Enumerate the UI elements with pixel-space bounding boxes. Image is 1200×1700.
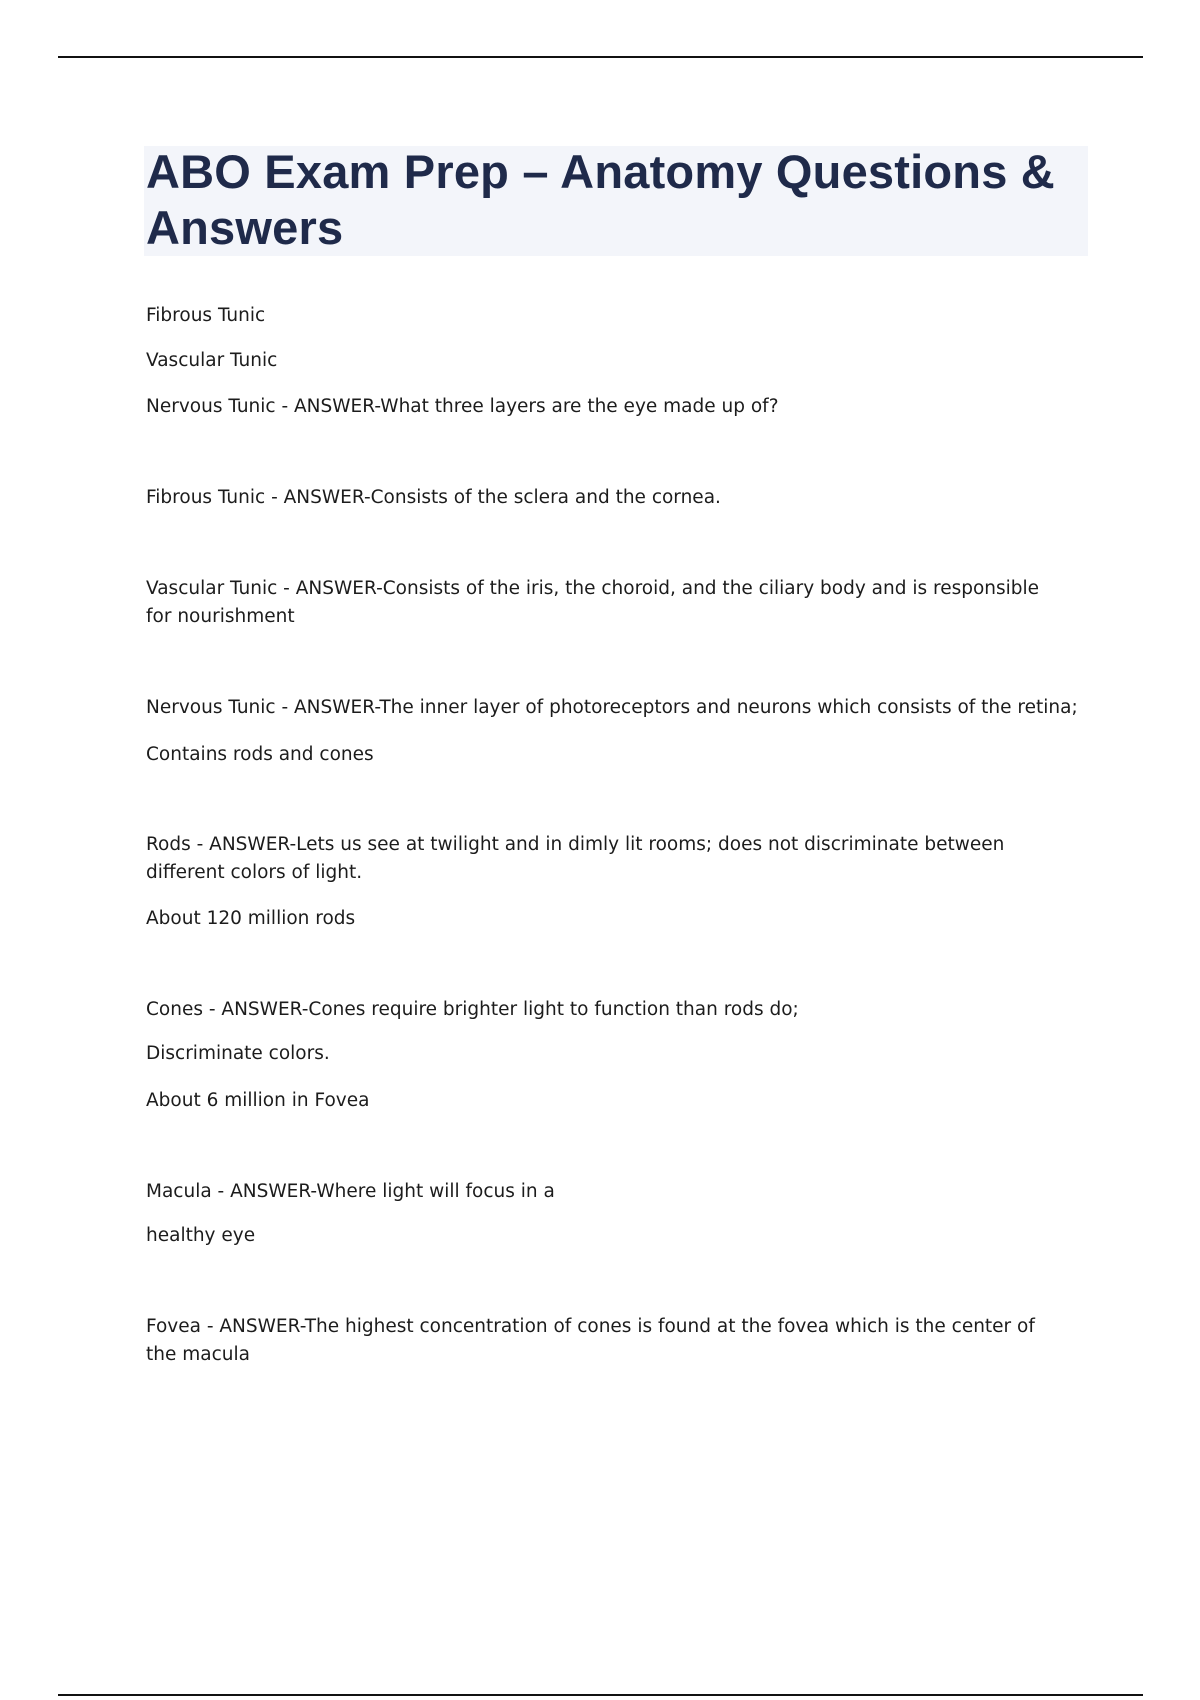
- qa-line: Vascular Tunic: [146, 350, 278, 371]
- qa-line: About 120 million rods: [146, 908, 356, 929]
- qa-line: Nervous Tunic - ANSWER-What three layers are the eye made up of?: [146, 396, 779, 417]
- bottom-rule: [58, 1694, 1143, 1696]
- qa-line: Fibrous Tunic - ANSWER-Consists of the sclera and the cornea.: [146, 487, 721, 508]
- qa-line: Vascular Tunic - ANSWER-Consists of the iris, the choroid, and the ciliary body and is responsible for nourishment: [146, 578, 1040, 627]
- qa-line: Nervous Tunic - ANSWER-The inner layer of photoreceptors and neurons which consists of the retina;: [146, 697, 1078, 718]
- qa-line: About 6 million in Fovea: [146, 1090, 370, 1111]
- qa-line: Fibrous Tunic: [146, 305, 266, 326]
- document-title: ABO Exam Prep – Anatomy Questions & Answers: [146, 145, 1055, 254]
- qa-line: healthy eye: [146, 1225, 256, 1246]
- qa-line: Contains rods and cones: [146, 744, 374, 765]
- qa-line: Rods - ANSWER-Lets us see at twilight and in dimly lit rooms; does not discriminate between different colors of light.: [146, 834, 1005, 883]
- qa-line: Cones - ANSWER-Cones require brighter light to function than rods do;: [146, 999, 799, 1020]
- top-rule: [58, 56, 1143, 58]
- qa-line: Discriminate colors.: [146, 1043, 330, 1064]
- qa-line: Fovea - ANSWER-The highest concentration of cones is found at the fovea which is the center of the macula: [146, 1316, 1035, 1365]
- qa-line: Macula - ANSWER-Where light will focus in a: [146, 1181, 555, 1202]
